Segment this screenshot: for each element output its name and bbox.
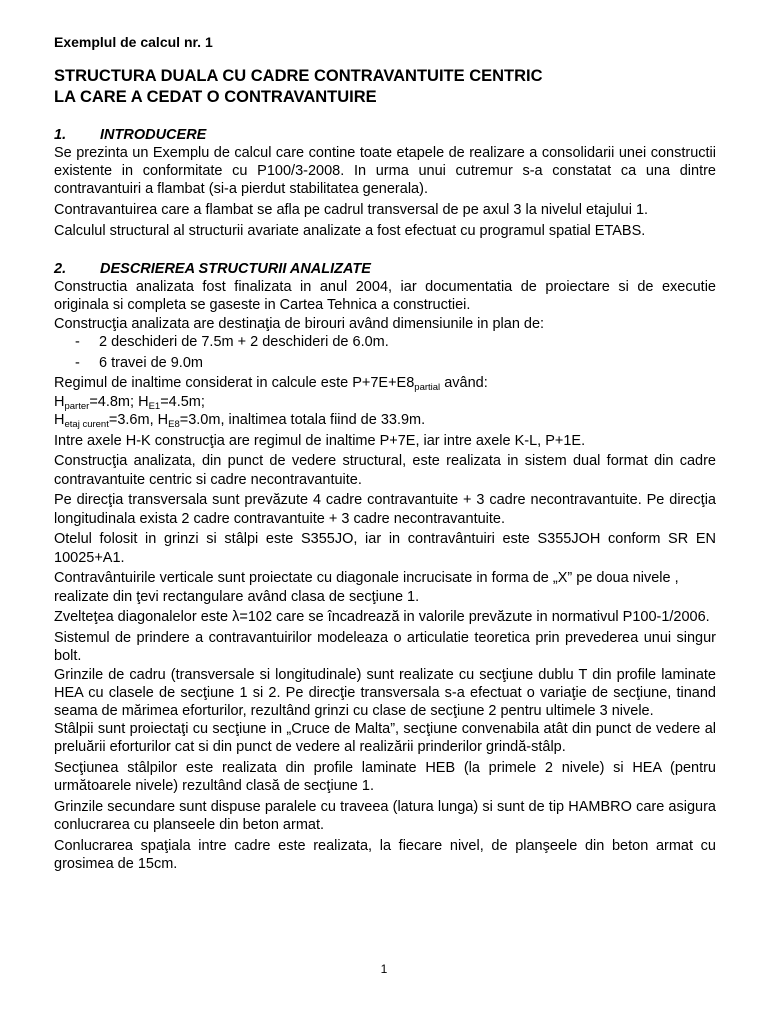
paragraph: Sistemul de prindere a contravantuirilor modeleaza o articulatie teoretica prin prevederea unui singur bolt. <box>54 630 716 665</box>
section-heading-introducere <box>54 126 716 144</box>
height-line-2: $H_{etaj curent}=3.6m$, $H_{E8}=3.0m$, inaltimea totala fiind de 33.9m. <box>54 411 426 430</box>
section-heading-descrierea <box>54 260 716 278</box>
section-title: DESCRIEREA STRUCTURII ANALIZATE <box>100 261 371 278</box>
paragraph: Grinzile secundare sunt dispuse paralele cu traveea (latura lunga) si sunt de tip HAMBRO care asigura conlucrarea cu planseele din beton armat. <box>54 799 716 834</box>
paragraph: Stâlpii sunt proiectaţi cu secţiune in „Cruce de Malta”, secţiune convenabila atât din punct de vedere al preluării eforturilor cat si din punct de vedere al realizării prinderilor grindă-stâlp. <box>54 721 716 756</box>
paragraph: Intre axele H-K construcţia are regimul de inaltime P+7E, iar intre axele K-L, P+1E. <box>54 432 586 449</box>
list-item <box>75 354 716 372</box>
section-number: 1. <box>54 127 67 143</box>
title-line-2: LA CARE A CEDAT O CONTRAVANTUIRE <box>54 88 377 106</box>
paragraph: Construcţia analizata are destinaţia de birouri având dimensiunile in plan de: <box>54 315 545 332</box>
list-item-text: 6 travei de 9.0m <box>99 354 203 371</box>
example-label: Exemplul de calcul nr. 1 <box>54 34 213 50</box>
list-item-text: 2 deschideri de 7.5m + 2 deschideri de 6.0m. <box>99 333 389 350</box>
dimension-list <box>54 333 716 372</box>
paragraph: Constructia analizata fost finalizata in anul 2004, iar documentatia de proiectare si de executie originala si completa se gaseste in Cartea Tehnica a constructiei. <box>54 279 716 314</box>
paragraph: Otelul folosit in grinzi si stâlpi este S355JO, iar in contravântuiri este S355JOH conform SR EN 10025+A1. <box>54 531 716 566</box>
paragraph: Conlucrarea spaţiala intre cadre este realizata, la fiecare nivel, de planşeele din beton armat cu grosimea de 15cm. <box>54 838 716 873</box>
height-line-1: $H_{parter}=4.8m$; $H_{E1}=4.5m$; <box>54 393 205 412</box>
document-page <box>54 34 716 874</box>
paragraph: Pe direcţia transversala sunt prevăzute 4 cadre contravantuite + 3 cadre necontravantuite. Pe direcţia longitudinala exista 2 cadre contravantuite + 3 cadre necontravantuite. <box>54 492 716 527</box>
paragraph: Contravântuirile verticale sunt proiectate cu diagonale incrucisate in forma de „X” pe doua nivele , realizate din ţevi rectangulare având clasa de secţiune 1. <box>54 570 679 605</box>
paragraph: Zvelteţea diagonalelor este λ=102 care se încadrează in valorile prevăzute in normativul P100-1/2006. <box>54 609 710 626</box>
paragraph: Se prezinta un Exemplu de calcul care contine toate etapele de realizare a consolidarii unei constructii existente in conformitate cu P100/3-2008. In urma unui cutremur s-a constatat ca una dintre contravantuiri a flambat (si-a pierdut stabilitatea generala). <box>54 145 716 198</box>
paragraph: Grinzile de cadru (transversale si longitudinale) sunt realizate cu secţiune dublu T din profile laminate HEA cu clasele de secţiune 1 si 2. Pe direcţie transversala s-a efectuat o variaţie de secţiune, tinand seama de mărimea eforturilor, rezultând grinzi cu clase de secţiune 2 pentru ultimele 3 nivele. <box>54 666 716 720</box>
section-title: INTRODUCERE <box>100 127 207 143</box>
paragraph-regim: Regimul de inaltime considerat in calcule este $P+7E+E8_{partial}$ având: <box>54 375 488 394</box>
list-item <box>75 333 716 351</box>
paragraph: Construcţia analizata, din punct de vedere structural, este realizata in sistem dual format din cadre contravantuite centric si cadre necontravantuite. <box>54 453 716 488</box>
document-title <box>54 66 716 108</box>
title-line-1: STRUCTURA DUALA CU CADRE CONTRAVANTUITE CENTRIC <box>54 67 543 85</box>
list-dash: - <box>75 333 80 350</box>
list-dash: - <box>75 354 80 371</box>
paragraph: Secţiunea stâlpilor este realizata din profile laminate HEB (la primele 2 nivele) si HEA (pentru următoarele nivele) rezultând clasă de secţiune 1. <box>54 760 716 795</box>
page-number: 1 <box>380 962 388 976</box>
section-number: 2. <box>54 261 67 278</box>
paragraph: Contravantuirea care a flambat se afla pe cadrul transversal de pe axul 3 la nivelul etajului 1. <box>54 202 649 219</box>
paragraph: Calculul structural al structurii avariate analizate a fost efectuat cu programul spatial ETABS. <box>54 223 646 239</box>
